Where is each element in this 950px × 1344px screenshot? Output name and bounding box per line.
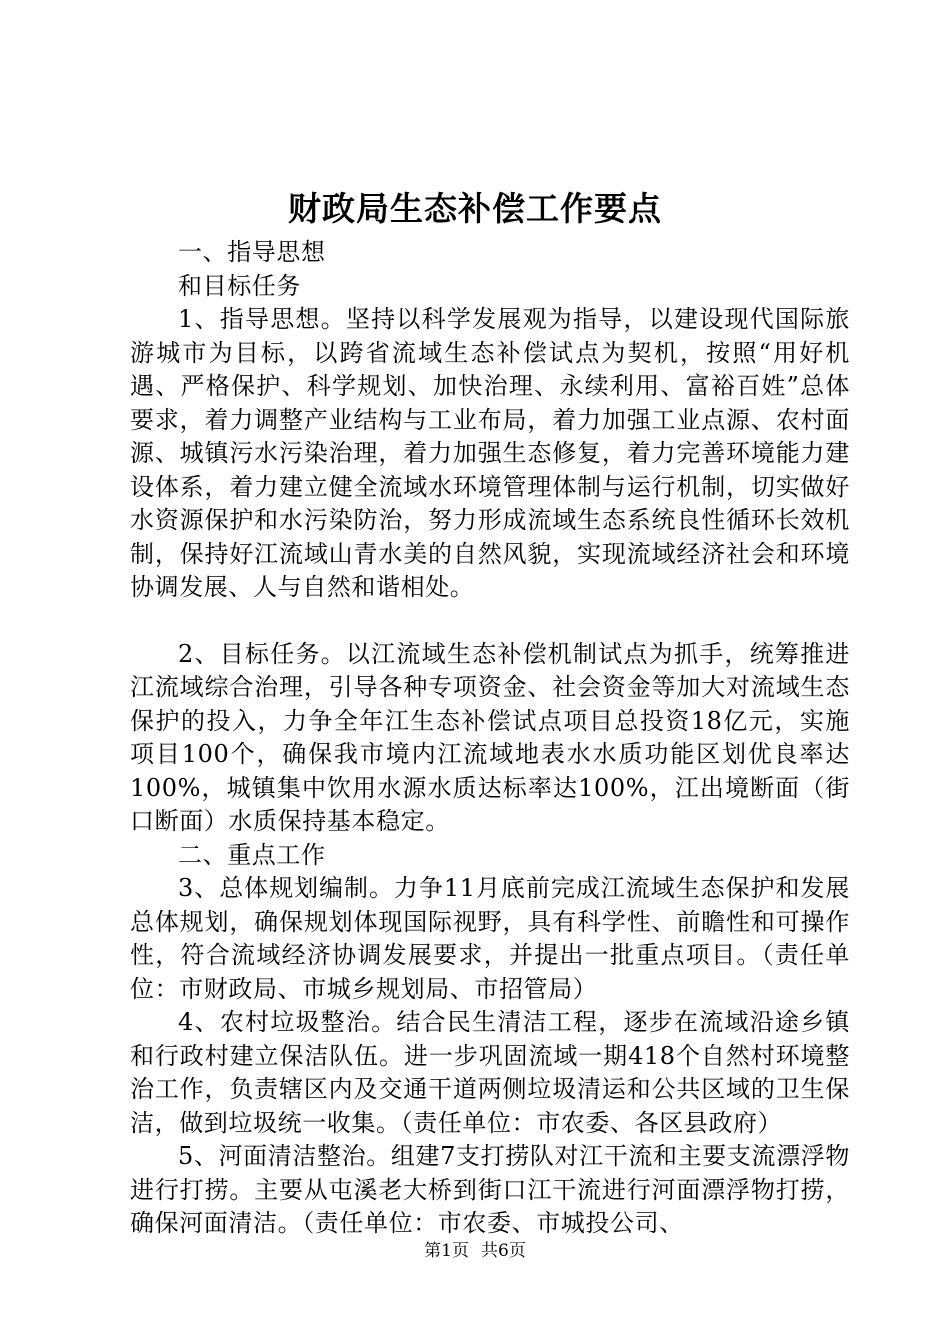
section-heading-key-work: 二、重点工作 <box>178 840 326 869</box>
paragraph-master-plan: 3、总体规划编制。力争11月底前完成江流域生态保护和发展总体规划，确保规划体现国际视野，具有科学性、前瞻性和可操作性，符合流域经济协调发展要求，并提出一批重点项目。（责任单位：市财政局、市城乡规划局、市招管局） <box>130 874 850 1003</box>
document-title: 财政局生态补偿工作要点 <box>288 189 662 228</box>
paragraph-river-cleaning: 5、河面清洁整治。组建7支打捞队对江干流和主要支流漂浮物进行打捞。主要从屯溪老大桥到街口江干流进行河面漂浮物打捞，确保河面清洁。（责任单位：市农委、市城投公司、 <box>130 1142 850 1237</box>
page-number-current: 第1页 <box>424 1241 469 1261</box>
page-footer <box>0 1240 950 1262</box>
section-heading-guiding-ideology: 一、指导思想 <box>178 238 326 266</box>
paragraph-goal-tasks: 2、目标任务。以江流域生态补偿机制试点为抓手，统筹推进江流域综合治理，引导各种专项资金、社会资金等加大对流域生态保护的投入，力争全年江生态补偿试点项目总投资18亿元，实施项目100个，确保我市境内江流域地表水水质功能区划优良率达100%，城镇集中饮用水源水质达标率达100%，江出境断面（街口断面）水质保持基本稳定。 <box>130 639 850 835</box>
section-heading-goals: 和目标任务 <box>178 271 301 300</box>
paragraph-rural-garbage: 4、农村垃圾整治。结合民生清洁工程，逐步在流域沿途乡镇和行政村建立保洁队伍。进一步巩固流域一期418个自然村环境整治工作，负责辖区内及交通干道两侧垃圾清运和公共区域的卫生保洁，做到垃圾统一收集。（责任单位：市农委、各区县政府） <box>130 1008 850 1137</box>
document-body <box>130 236 850 1241</box>
page-number-total: 共6页 <box>481 1241 526 1261</box>
paragraph-guiding-ideology: 1、指导思想。坚持以科学发展观为指导，以建设现代国际旅游城市为目标，以跨省流域生态补偿试点为契机，按照“用好机遇、严格保护、科学规划、加快治理、永续利用、富裕百姓”总体要求，着力调整产业结构与工业布局，着力加强工业点源、农村面源、城镇污水污染治理，着力加强生态修复，着力完善环境能力建设体系，着力建立健全流域水环境管理体制与运行机制，切实做好水资源保护和水污染防治，努力形成流域生态系统良性循环长效机制，保持好江流域山青水美的自然风貌，实现流域经济社会和环境协调发展、人与自然和谐相处。 <box>130 305 850 601</box>
